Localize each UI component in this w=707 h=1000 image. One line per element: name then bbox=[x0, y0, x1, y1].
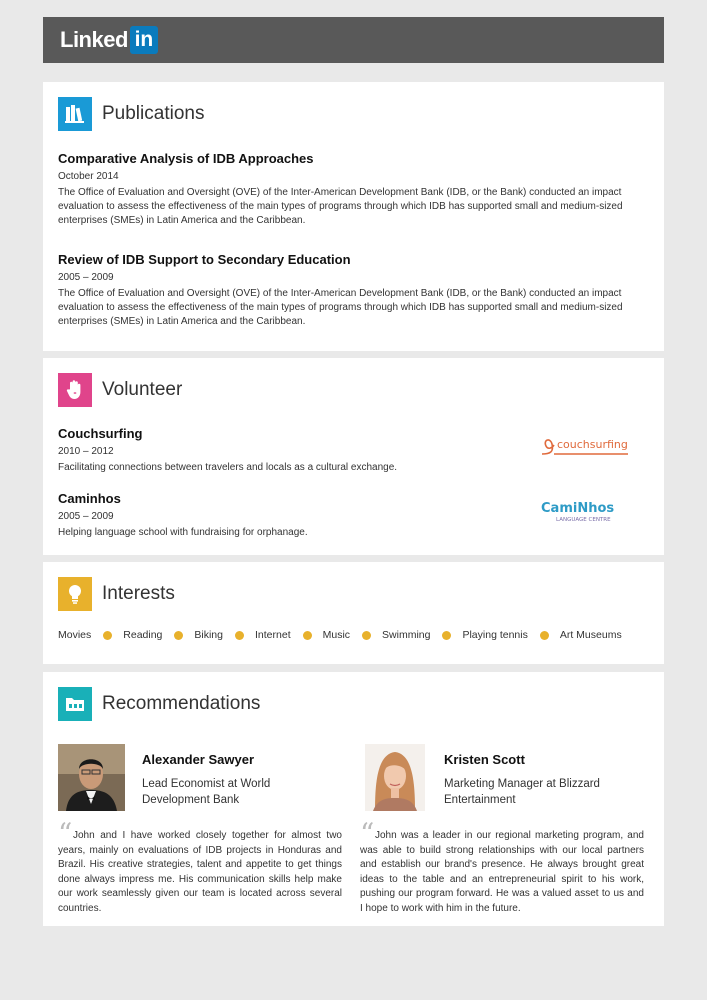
caminhos-logo bbox=[540, 496, 630, 524]
quote-mark-icon: “ bbox=[58, 817, 73, 850]
svg-text:CamiNhos: CamiNhos bbox=[541, 501, 615, 516]
logo-in-box: in bbox=[130, 26, 158, 54]
recommender-role: Marketing Manager at Blizzard Entertainment bbox=[444, 778, 600, 806]
recommendations-section bbox=[43, 672, 664, 926]
interests-section bbox=[43, 562, 664, 664]
interests-header bbox=[58, 577, 175, 611]
books-icon bbox=[58, 97, 92, 131]
section-title: Publications bbox=[102, 103, 205, 124]
publication-title: Comparative Analysis of IDB Approaches bbox=[58, 151, 314, 166]
quote-text: John was a leader in our regional marketing program, and was able to build strong relationships with our local partners and establish our brand's presence. He always brought great ideas to the table and an entrepreneurial spirit to his work, pushing our program forward. He was a valued asset to us and I hope to work with him in the future. bbox=[360, 830, 644, 914]
publication-description: The Office of Evaluation and Oversight (OVE) of the Inter-American Development Bank (IDB, or the Bank) conducted an impact evaluation to assess the effectiveness of the main types of programs through which IDB has supported small and medium-sized enterprises (SMEs) in Latin America and the Caribbean. bbox=[58, 187, 623, 226]
volunteer-org: Couchsurfing bbox=[58, 426, 143, 441]
recommender-name: Alexander Sawyer bbox=[142, 752, 255, 767]
interests-list bbox=[58, 629, 622, 641]
quote-text: John and I have worked closely together for almost two years, mainly on evaluations of IDB projects in Honduras and Brazil. His creative strategies, talent and appetite to get things done always impress me. His communication skills help make our work seamlessly given our team is located across several countries. bbox=[58, 830, 342, 914]
volunteer-item bbox=[58, 491, 528, 540]
avatar bbox=[58, 744, 125, 811]
publications-section bbox=[43, 82, 664, 351]
quote-mark-icon: “ bbox=[360, 817, 375, 850]
recommendations-header bbox=[58, 687, 260, 721]
recommendation-quote bbox=[58, 829, 342, 916]
publication-item bbox=[58, 252, 648, 329]
section-title: Recommendations bbox=[102, 693, 261, 714]
volunteer-header bbox=[58, 373, 182, 407]
section-title: Volunteer bbox=[102, 379, 183, 400]
volunteer-date: 2005 – 2009 bbox=[58, 511, 114, 522]
interest-item: Music bbox=[322, 629, 351, 641]
publication-date: October 2014 bbox=[58, 171, 119, 182]
interest-item: Biking bbox=[194, 629, 223, 641]
interest-item: Playing tennis bbox=[462, 629, 528, 641]
publication-description: The Office of Evaluation and Oversight (OVE) of the Inter-American Development Bank (IDB, or the Bank) conducted an impact evaluation to assess the effectiveness of the main types of programs through which IDB has supported small and medium-sized enterprises (SMEs) in Latin America and the Caribbean. bbox=[58, 288, 623, 327]
volunteer-date: 2010 – 2012 bbox=[58, 446, 114, 457]
recommender-role: Lead Economist at World Development Bank bbox=[142, 778, 271, 806]
couchsurfing-logo bbox=[540, 432, 630, 460]
logo-text: Linked bbox=[60, 27, 128, 52]
publication-title: Review of IDB Support to Secondary Education bbox=[58, 252, 351, 267]
publication-date: 2005 – 2009 bbox=[58, 272, 114, 283]
publication-item bbox=[58, 151, 648, 228]
interest-item: Reading bbox=[123, 629, 163, 641]
separator-dot bbox=[303, 631, 312, 640]
linkedin-logo[interactable] bbox=[60, 26, 158, 54]
volunteer-section bbox=[43, 358, 664, 555]
section-title: Interests bbox=[102, 583, 175, 604]
interest-item: Movies bbox=[58, 629, 92, 641]
separator-dot bbox=[362, 631, 371, 640]
lightbulb-icon bbox=[58, 577, 92, 611]
separator-dot bbox=[235, 631, 244, 640]
volunteer-org: Caminhos bbox=[58, 491, 121, 506]
volunteer-item bbox=[58, 426, 528, 475]
folder-icon bbox=[58, 687, 92, 721]
separator-dot bbox=[174, 631, 183, 640]
interest-item: Internet bbox=[255, 629, 291, 641]
recommender-name: Kristen Scott bbox=[444, 752, 525, 767]
svg-text:couchsurfing: couchsurfing bbox=[557, 438, 628, 451]
interest-item: Swimming bbox=[382, 629, 431, 641]
volunteer-description: Helping language school with fundraising for orphanage. bbox=[58, 527, 308, 538]
interest-item: Art Museums bbox=[559, 629, 622, 641]
recommendation-quote bbox=[360, 829, 644, 916]
separator-dot bbox=[103, 631, 112, 640]
hand-icon bbox=[58, 373, 92, 407]
separator-dot bbox=[442, 631, 451, 640]
avatar bbox=[365, 744, 425, 811]
svg-text:LANGUAGE CENTRE: LANGUAGE CENTRE bbox=[556, 517, 611, 523]
volunteer-description: Facilitating connections between travelers and locals as a cultural exchange. bbox=[58, 462, 398, 473]
publications-header bbox=[58, 97, 204, 131]
separator-dot bbox=[540, 631, 549, 640]
page-header bbox=[43, 17, 664, 63]
